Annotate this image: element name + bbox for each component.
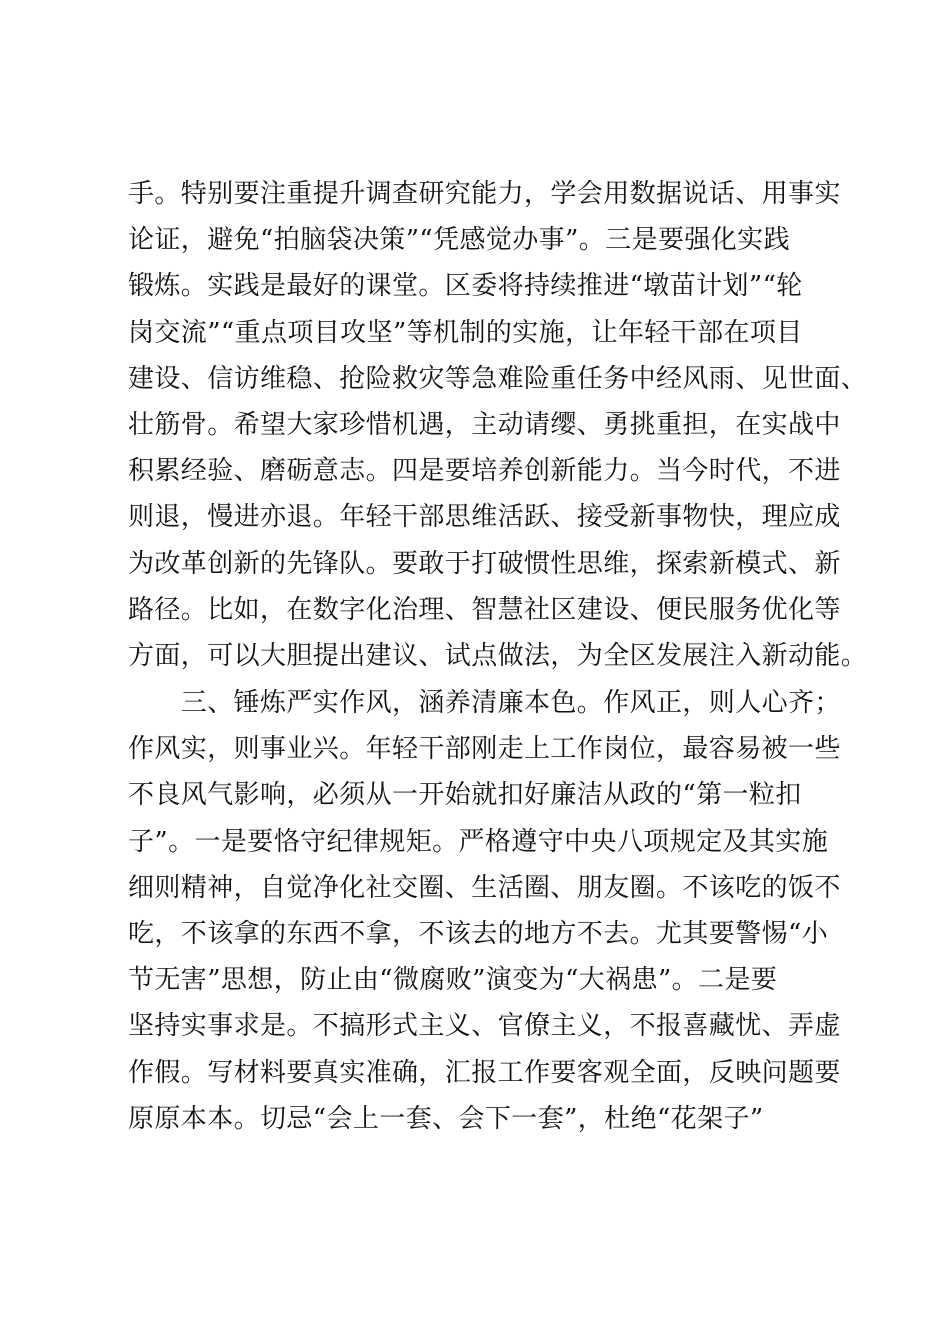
text-line: 路径。比如，在数字化治理、智慧社区建设、便民服务优化等 <box>128 594 841 625</box>
text-line: 三、锤炼严实作风，涵养清廉本色。作风正，则人心齐； <box>128 688 841 718</box>
text-line: 论证，避免“拍脑袋决策”“凭感觉办事”。三是要强化实践 <box>128 225 790 256</box>
text-line: 岗交流”“重点项目攻坚”等机制的实施，让年轻干部在项目 <box>128 317 803 348</box>
text-line: 锻炼。实践是最好的课堂。区委将持续推进“墩苗计划”“轮 <box>128 271 803 302</box>
text-line: 手。特别要注重提升调查研究能力，学会用数据说话、用事实 <box>128 179 841 209</box>
text-line: 细则精神，自觉净化社交圈、生活圈、朋友圈。不该吃的饭不 <box>128 872 841 903</box>
text-line: 吃，不该拿的东西不拿，不该去的地方不去。尤其要警惕“小 <box>128 918 829 949</box>
text-line: 作假。写材料要真实准确，汇报工作要客观全面，反映问题要 <box>128 1057 841 1088</box>
text-line: 不良风气影响，必须从一开始就扣好廉洁从政的“第一粒扣 <box>128 780 802 811</box>
text-line: 为改革创新的先锋队。要敢于打破惯性思维，探索新模式、新 <box>128 548 841 579</box>
body-paragraph <box>128 171 868 679</box>
text-line: 坚持实事求是。不搞形式主义、官僚主义，不报喜藏忧、弄虚 <box>128 1011 841 1042</box>
section-three-paragraph <box>128 680 848 1142</box>
text-line: 壮筋骨。希望大家珍惜机遇，主动请缨、勇挑重担，在实战中 <box>128 409 841 440</box>
text-line: 子”。一是要恪守纪律规矩。严格遵守中央八项规定及其实施 <box>128 826 829 857</box>
text-line: 作风实，则事业兴。年轻干部刚走上工作岗位，最容易被一些 <box>128 734 841 765</box>
text-line: 原原本本。切忌“会上一套、会下一套”，杜绝“花架子” <box>128 1103 764 1134</box>
text-line: 方面，可以大胆提出建议、试点做法，为全区发展注入新动能。 <box>128 640 868 671</box>
text-line: 积累经验、磨砺意志。四是要培养创新能力。当今时代，不进 <box>128 456 841 487</box>
text-line: 则退，慢进亦退。年轻干部思维活跃、接受新事物快，理应成 <box>128 502 841 533</box>
text-line: 节无害”思想，防止由“微腐败”演变为“大祸患”。二是要 <box>128 965 778 996</box>
text-line: 建设、信访维稳、抢险救灾等急难险重任务中经风雨、见世面、 <box>128 363 868 394</box>
